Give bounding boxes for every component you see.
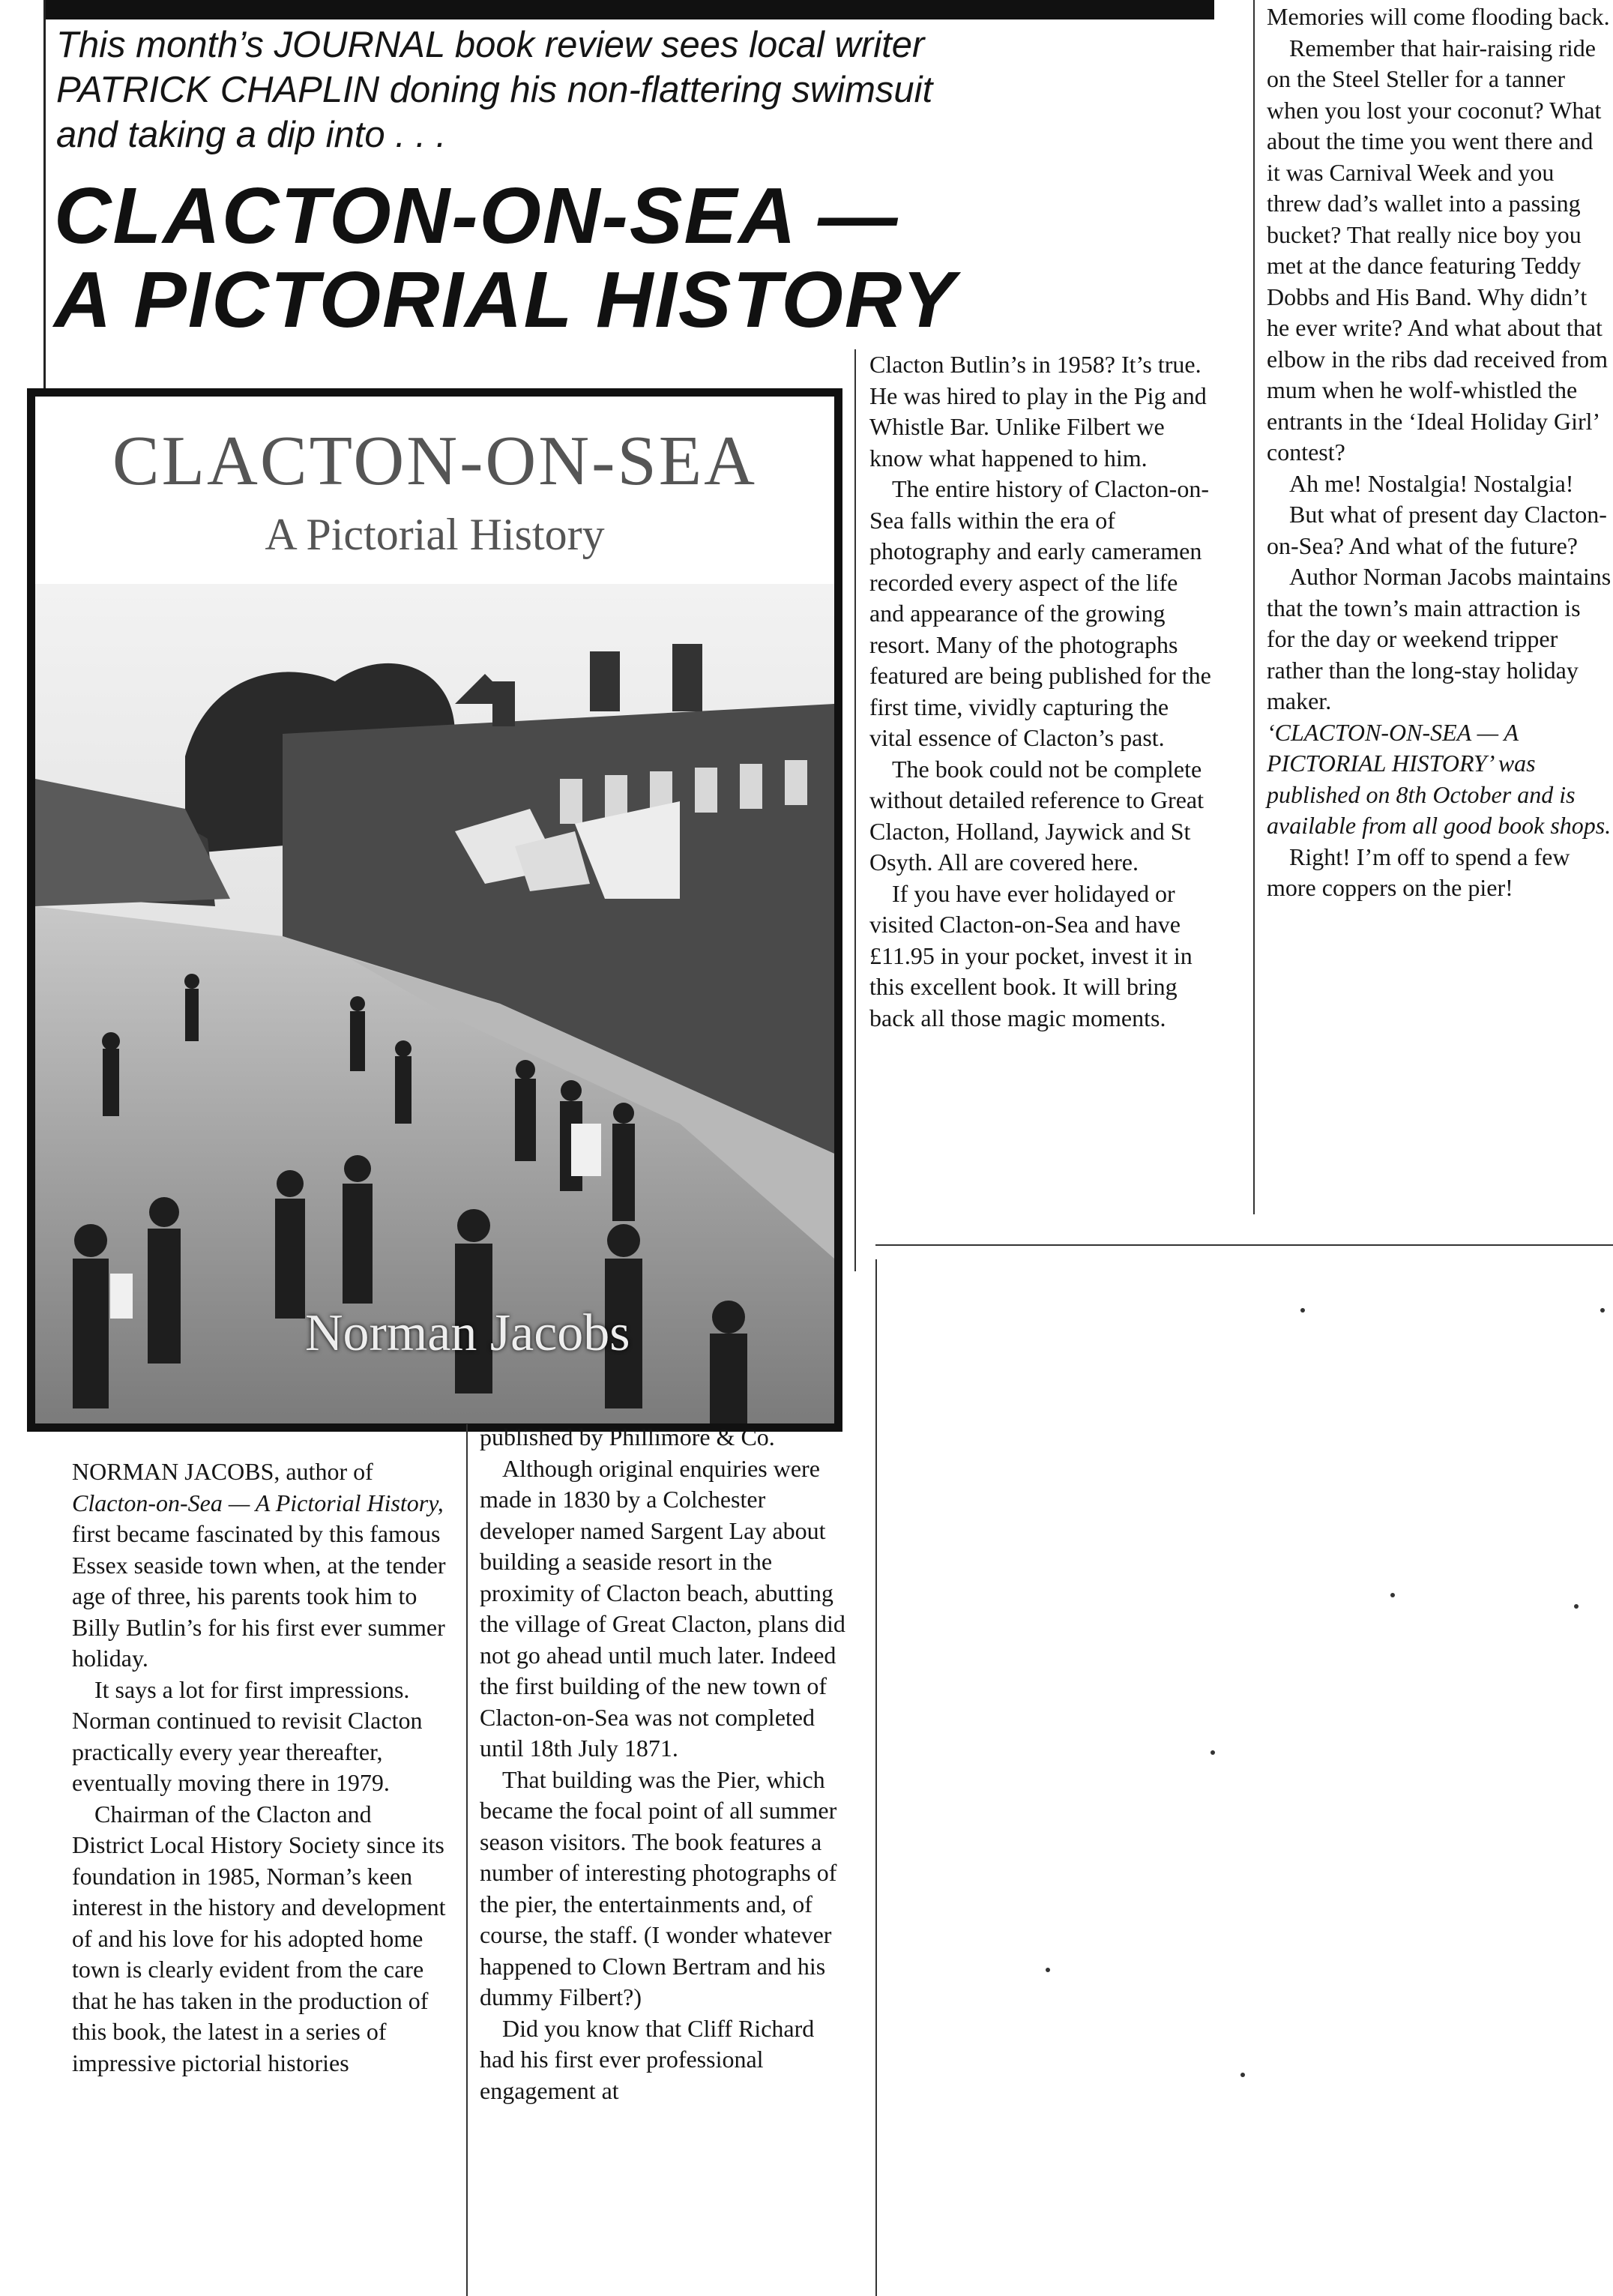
column-rule-3	[1253, 0, 1255, 1214]
scan-speck	[1600, 1308, 1605, 1313]
column-rule-1	[466, 1424, 468, 2296]
cover-title: CLACTON-ON-SEA	[112, 422, 758, 500]
col4-paragraph-7: Right! I’m off to spend a few more coppers on the pier!	[1267, 843, 1570, 901]
col4-paragraph-1: Memories will come flooding back.	[1267, 3, 1610, 30]
col3-paragraph-4: If you have ever holidayed or visited Clacton-on-Sea and have £11.95 in your pocket, invest it in this excellent book. It will bring back all those magic moments.	[869, 879, 1193, 1031]
scan-speck	[1574, 1604, 1579, 1609]
col4-paragraph-4: But what of present day Clacton-on-Sea? And what of the future?	[1267, 501, 1607, 559]
col4-paragraph-5: Author Norman Jacobs maintains that the town’s main attraction is for the day or weekend tripper rather than the long-stay holiday maker.	[1267, 563, 1612, 714]
article-column-4	[1267, 1, 1612, 904]
col3-paragraph-3: The book could not be complete without detailed reference to Great Clacton, Holland, Jaywick and St Osyth. All are covered here.	[869, 755, 1204, 876]
scan-speck	[1046, 1968, 1050, 1972]
scan-speck	[1240, 2073, 1245, 2077]
col4-paragraph-2: Remember that hair-raising ride on the Steel Steller for a tanner when you lost your coconut? What about the time you went there and it was Carnival Week and you threw dad’s wallet into a passing bucket? That really nice boy you met at the dance featuring Teddy Dobbs and His Band. Why didn’t he ever write? And what about that elbow in the ribs dad received from mum when he wolf-whistled the entrants in the ‘Ideal Holiday Girl’ contest?	[1267, 34, 1608, 465]
clipping-edge-left	[875, 1259, 877, 2296]
left-column-rule	[43, 0, 46, 390]
scan-speck	[1210, 1750, 1215, 1755]
col2-paragraph-1: published by Phillimore & Co.	[480, 1423, 775, 1450]
top-black-bar	[45, 0, 1214, 19]
col4-publication-note: ‘CLACTON-ON-SEA — A PICTORIAL HISTORY’ was published on 8th October and is available from all good book shops.	[1267, 718, 1612, 839]
col1-p1-lead: NORMAN JACOBS, author of	[72, 1458, 373, 1485]
article-headline	[54, 174, 1223, 342]
scan-speck	[1390, 1593, 1395, 1597]
article-column-1	[72, 1456, 447, 2079]
article-intro: This month’s JOURNAL book review sees local writer PATRICK CHAPLIN doning his non-flattering swimsuit and taking a dip into . . .	[56, 25, 933, 155]
col2-paragraph-3: That building was the Pier, which became the focal point of all summer season visitors. The book features a number of interesting photographs of the pier, the entertainments and, of course, the staff. (I wonder whatever happened to Clown Bertram and his dummy Filbert?)	[480, 1765, 837, 2010]
book-cover-image	[27, 388, 842, 1432]
clipping-edge-top	[875, 1244, 1613, 1246]
cover-subtitle: A Pictorial History	[265, 510, 605, 559]
col1-p1-rest: first became fascinated by this famous Essex seaside town when, at the tender age of three, his parents took him to Billy Butlin’s for his first ever summer holiday.	[72, 1520, 446, 1672]
column-rule-2	[854, 349, 856, 1271]
col2-paragraph-4: Did you know that Cliff Richard had his first ever professional engagement at	[480, 2014, 815, 2104]
col4-paragraph-3: Ah me! Nostalgia! Nostalgia!	[1289, 469, 1574, 497]
col2-paragraph-2: Although original enquiries were made in 1830 by a Colchester developer named Sargent Lay about building a seaside resort in the proximity of Clacton beach, abutting the village of Great Clacton, plans did not go ahead until much later. Indeed the first building of the new town of Clacton-on-Sea was not completed until 18th July 1871.	[480, 1454, 845, 1762]
article-column-3	[869, 349, 1214, 1034]
col1-paragraph-2: It says a lot for first impressions. Norman continued to revisit Clacton practically every year thereafter, eventually moving there in 1979.	[72, 1675, 423, 1796]
headline-line-2: A PICTORIAL HISTORY	[54, 256, 957, 344]
col1-paragraph-1	[72, 1456, 447, 1675]
col3-paragraph-1: Clacton Butlin’s in 1958? It’s true. He was hired to play in the Pig and Whistle Bar. Unlike Filbert we know what happened to him.	[869, 351, 1207, 471]
scan-speck	[1300, 1308, 1305, 1313]
headline-line-1: CLACTON-ON-SEA —	[54, 172, 899, 260]
article-column-2	[480, 1422, 847, 2106]
col1-paragraph-3: Chairman of the Clacton and District Local History Society since its foundation in 1985, Norman’s keen interest in the history and development of and his love for his adopted home town is clearly evident from the care that he has taken in the production of this book, the latest in a series of impressive pictorial histories	[72, 1800, 446, 2076]
col1-p1-book-title: Clacton-on-Sea — A Pictorial History,	[72, 1489, 444, 1516]
col3-paragraph-2: The entire history of Clacton-on-Sea falls within the era of photography and early cameramen recorded every aspect of the life and appearance of the growing resort. Many of the photographs featured are being published for the first time, vividly capturing the vital essence of Clacton’s past.	[869, 475, 1211, 751]
cover-author: Norman Jacobs	[305, 1304, 630, 1362]
